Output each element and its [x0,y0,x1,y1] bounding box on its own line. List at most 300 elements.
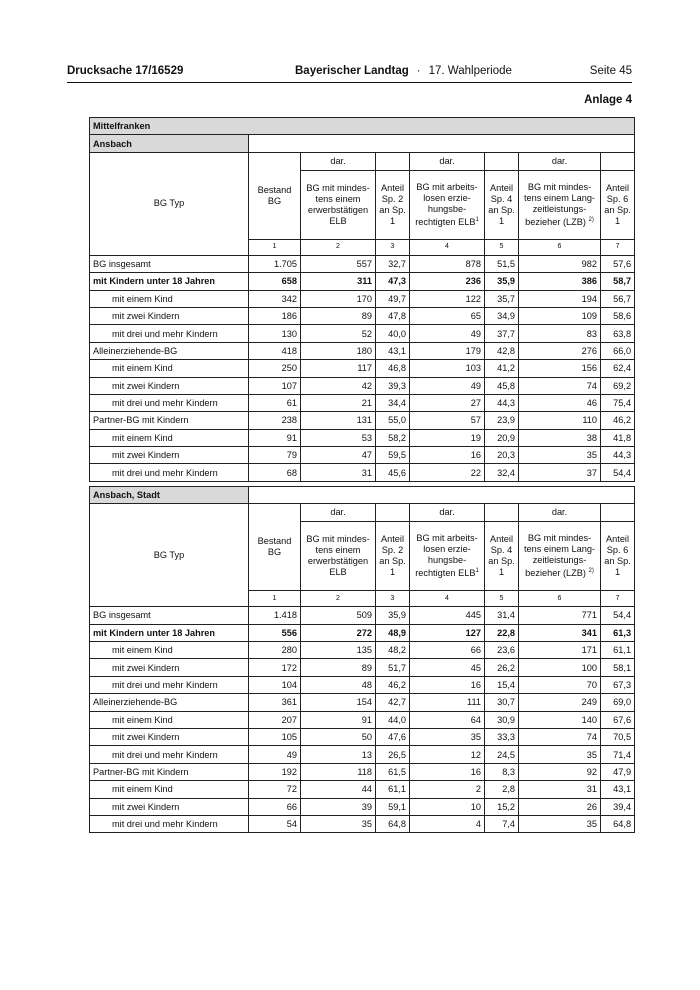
column-header-bg-typ: BG Typ [90,504,249,607]
value-cell: 51,5 [485,255,519,272]
dar-label: dar. [301,504,376,522]
table-row [90,694,635,711]
value-cell: 49 [249,746,301,763]
value-cell: 83 [519,325,601,342]
value-cell: 66 [249,798,301,815]
row-label: Partner-BG mit Kindern [90,412,249,429]
value-cell: 8,3 [485,763,519,780]
value-cell: 47,6 [376,728,410,745]
value-cell: 20,9 [485,429,519,446]
value-cell: 44,0 [376,711,410,728]
column-header-4-text: BG mit arbeits-losen erzie-hungsbe-rechtigten ELB [415,533,478,579]
value-cell: 21 [301,394,376,411]
value-cell: 46 [519,394,601,411]
row-label: mit einem Kind [90,429,249,446]
value-cell: 46,8 [376,360,410,377]
statistics-table [89,117,635,833]
value-cell: 70 [519,676,601,693]
column-header-3-text: Anteil Sp. 2 an Sp. 1 [379,182,406,226]
column-header-5-text: Anteil Sp. 4 an Sp. 1 [488,534,515,578]
row-label: Alleinerziehende-BG [90,694,249,711]
value-cell: 55,0 [376,412,410,429]
table-title: Mittelfranken [90,118,635,135]
dar-label: dar. [519,504,601,522]
value-cell: 42,7 [376,694,410,711]
value-cell: 4 [410,815,485,832]
table-row [90,798,635,815]
value-cell: 33,3 [485,728,519,745]
value-cell: 20,3 [485,447,519,464]
value-cell: 341 [519,624,601,641]
blank-cell [601,504,635,522]
value-cell: 54 [249,815,301,832]
value-cell: 61,3 [601,624,635,641]
column-number: 5 [485,239,519,255]
row-label: mit Kindern unter 18 Jahren [90,624,249,641]
value-cell: 62,4 [601,360,635,377]
page-number: Seite 45 [589,65,632,77]
value-cell: 2,8 [485,781,519,798]
value-cell: 236 [410,273,485,290]
table-row [90,676,635,693]
column-number: 4 [410,239,485,255]
column-header-bg-typ: BG Typ [90,152,249,255]
row-label: mit einem Kind [90,360,249,377]
value-cell: 658 [249,273,301,290]
table-row [90,342,635,359]
value-cell: 44,3 [485,394,519,411]
value-cell: 342 [249,290,301,307]
value-cell: 100 [519,659,601,676]
value-cell: 91 [249,429,301,446]
value-cell: 63,8 [601,325,635,342]
table-row [90,659,635,676]
value-cell: 66 [410,642,485,659]
value-cell: 40,0 [376,325,410,342]
row-label: mit drei und mehr Kindern [90,676,249,693]
dar-label: dar. [410,152,485,170]
value-cell: 41,2 [485,360,519,377]
region-header-row [90,135,635,152]
value-cell: 42,8 [485,342,519,359]
row-label: mit einem Kind [90,711,249,728]
value-cell: 59,1 [376,798,410,815]
value-cell: 22,8 [485,624,519,641]
value-cell: 71,4 [601,746,635,763]
dar-row [90,152,635,170]
value-cell: 771 [519,607,601,624]
value-cell: 140 [519,711,601,728]
value-cell: 58,1 [601,659,635,676]
column-header-2-text: BG mit mindes-tens einem erwerbstätigen ELB [306,534,370,578]
column-header-7 [601,170,635,239]
value-cell: 39,3 [376,377,410,394]
region-name: Ansbach, Stadt [90,486,249,503]
value-cell: 135 [301,642,376,659]
column-header-3 [376,522,410,591]
value-cell: 180 [301,342,376,359]
column-header-5 [485,522,519,591]
value-cell: 156 [519,360,601,377]
value-cell: 35 [519,746,601,763]
value-cell: 45 [410,659,485,676]
value-cell: 238 [249,412,301,429]
table-row [90,255,635,272]
value-cell: 50 [301,728,376,745]
row-label: mit zwei Kindern [90,798,249,815]
value-cell: 16 [410,447,485,464]
column-number: 6 [519,591,601,607]
row-label: mit drei und mehr Kindern [90,394,249,411]
value-cell: 35 [301,815,376,832]
table-row [90,624,635,641]
value-cell: 179 [410,342,485,359]
row-label: mit zwei Kindern [90,447,249,464]
value-cell: 57 [410,412,485,429]
column-header-6 [519,170,601,239]
value-cell: 31 [519,781,601,798]
table-row [90,781,635,798]
value-cell: 15,2 [485,798,519,815]
table-row [90,377,635,394]
row-label: mit zwei Kindern [90,377,249,394]
value-cell: 42 [301,377,376,394]
value-cell: 361 [249,694,301,711]
value-cell: 130 [249,325,301,342]
table-row [90,815,635,832]
dar-label: dar. [519,152,601,170]
dar-row [90,504,635,522]
value-cell: 16 [410,676,485,693]
column-header-6 [519,522,601,591]
value-cell: 186 [249,307,301,324]
value-cell: 311 [301,273,376,290]
blank-cell [601,152,635,170]
table-row [90,746,635,763]
row-label: mit zwei Kindern [90,307,249,324]
value-cell: 52 [301,325,376,342]
value-cell: 89 [301,659,376,676]
value-cell: 250 [249,360,301,377]
value-cell: 37 [519,464,601,481]
value-cell: 64,8 [601,815,635,832]
table-row [90,447,635,464]
value-cell: 26,5 [376,746,410,763]
column-header-3 [376,170,410,239]
value-cell: 109 [519,307,601,324]
row-label: BG insgesamt [90,607,249,624]
footnote-mark: 2) [588,216,594,223]
value-cell: 49 [410,325,485,342]
footnote-mark: 1 [475,216,479,223]
blank-cell [485,152,519,170]
column-header-3-text: Anteil Sp. 2 an Sp. 1 [379,534,406,578]
value-cell: 49,7 [376,290,410,307]
column-header-7-text: Anteil Sp. 6 an Sp. 1 [604,534,631,578]
value-cell: 122 [410,290,485,307]
value-cell: 70,5 [601,728,635,745]
row-label: Partner-BG mit Kindern [90,763,249,780]
value-cell: 43,1 [376,342,410,359]
value-cell: 32,7 [376,255,410,272]
column-header-4 [410,522,485,591]
column-header-2 [301,522,376,591]
value-cell: 105 [249,728,301,745]
value-cell: 35,9 [485,273,519,290]
value-cell: 51,7 [376,659,410,676]
value-cell: 7,4 [485,815,519,832]
value-cell: 103 [410,360,485,377]
value-cell: 1.705 [249,255,301,272]
table-row [90,429,635,446]
value-cell: 38 [519,429,601,446]
value-cell: 27 [410,394,485,411]
value-cell: 16 [410,763,485,780]
value-cell: 982 [519,255,601,272]
value-cell: 171 [519,642,601,659]
column-header-7-text: Anteil Sp. 6 an Sp. 1 [604,182,631,226]
column-number: 7 [601,239,635,255]
value-cell: 72 [249,781,301,798]
value-cell: 58,7 [601,273,635,290]
column-header-bestand: Bestand BG [249,152,301,239]
column-header-4 [410,170,485,239]
table-row [90,412,635,429]
value-cell: 34,9 [485,307,519,324]
value-cell: 878 [410,255,485,272]
value-cell: 509 [301,607,376,624]
value-cell: 91 [301,711,376,728]
document-number: Drucksache 17/16529 [67,65,184,77]
parliament-name [295,65,512,77]
value-cell: 192 [249,763,301,780]
column-number: 2 [301,239,376,255]
column-number: 4 [410,591,485,607]
value-cell: 61,1 [376,781,410,798]
value-cell: 61 [249,394,301,411]
value-cell: 1.418 [249,607,301,624]
value-cell: 89 [301,307,376,324]
row-label: BG insgesamt [90,255,249,272]
footnote-mark: 1 [475,568,479,575]
column-number: 3 [376,239,410,255]
value-cell: 48,9 [376,624,410,641]
value-cell: 35 [519,447,601,464]
row-label: mit einem Kind [90,642,249,659]
value-cell: 30,9 [485,711,519,728]
value-cell: 194 [519,290,601,307]
table-title-row [90,118,635,135]
legislative-period: 17. Wahlperiode [428,65,512,77]
value-cell: 92 [519,763,601,780]
value-cell: 26,2 [485,659,519,676]
value-cell: 154 [301,694,376,711]
column-header-4-text: BG mit arbeits-losen erzie-hungsbe-rechtigten ELB [415,181,478,227]
value-cell: 34,4 [376,394,410,411]
table-row [90,273,635,290]
value-cell: 111 [410,694,485,711]
value-cell: 131 [301,412,376,429]
value-cell: 2 [410,781,485,798]
value-cell: 12 [410,746,485,763]
column-header-6-text: BG mit mindes-tens einem Lang-zeitleistungs-bezieher (LZB) [524,181,595,227]
value-cell: 35,7 [485,290,519,307]
value-cell: 47,8 [376,307,410,324]
value-cell: 46,2 [601,412,635,429]
value-cell: 127 [410,624,485,641]
value-cell: 22 [410,464,485,481]
column-number: 2 [301,591,376,607]
value-cell: 19 [410,429,485,446]
value-cell: 207 [249,711,301,728]
table-row [90,290,635,307]
table-row [90,464,635,481]
value-cell: 56,7 [601,290,635,307]
value-cell: 69,0 [601,694,635,711]
dar-label: dar. [410,504,485,522]
column-number: 1 [249,239,301,255]
header-separator: · [416,65,421,77]
value-cell: 61,1 [601,642,635,659]
value-cell: 58,6 [601,307,635,324]
column-number: 7 [601,591,635,607]
value-cell: 556 [249,624,301,641]
value-cell: 47,9 [601,763,635,780]
value-cell: 104 [249,676,301,693]
value-cell: 41,8 [601,429,635,446]
value-cell: 249 [519,694,601,711]
value-cell: 118 [301,763,376,780]
value-cell: 45,6 [376,464,410,481]
value-cell: 445 [410,607,485,624]
table-row [90,607,635,624]
value-cell: 44,3 [601,447,635,464]
value-cell: 69,2 [601,377,635,394]
table-row [90,325,635,342]
row-label: mit Kindern unter 18 Jahren [90,273,249,290]
column-number: 6 [519,239,601,255]
value-cell: 47,3 [376,273,410,290]
value-cell: 57,6 [601,255,635,272]
value-cell: 39 [301,798,376,815]
value-cell: 117 [301,360,376,377]
value-cell: 48 [301,676,376,693]
value-cell: 44 [301,781,376,798]
value-cell: 26 [519,798,601,815]
value-cell: 47 [301,447,376,464]
row-label: Alleinerziehende-BG [90,342,249,359]
table-row [90,642,635,659]
value-cell: 31,4 [485,607,519,624]
column-header-bestand: Bestand BG [249,504,301,591]
value-cell: 37,7 [485,325,519,342]
value-cell: 39,4 [601,798,635,815]
value-cell: 61,5 [376,763,410,780]
value-cell: 24,5 [485,746,519,763]
value-cell: 172 [249,659,301,676]
column-header-2-text: BG mit mindes-tens einem erwerbstätigen ELB [306,182,370,226]
value-cell: 23,6 [485,642,519,659]
value-cell: 35 [410,728,485,745]
value-cell: 418 [249,342,301,359]
row-label: mit drei und mehr Kindern [90,815,249,832]
table-row [90,763,635,780]
column-header-6-text: BG mit mindes-tens einem Lang-zeitleistungs-bezieher (LZB) [524,533,595,579]
region-blank-cell [249,135,635,152]
value-cell: 30,7 [485,694,519,711]
region-header-row [90,486,635,503]
value-cell: 32,4 [485,464,519,481]
table-row [90,307,635,324]
column-header-2 [301,170,376,239]
value-cell: 65 [410,307,485,324]
row-label: mit zwei Kindern [90,728,249,745]
column-header-5 [485,170,519,239]
table-row [90,728,635,745]
value-cell: 557 [301,255,376,272]
appendix-label: Anlage 4 [584,94,632,106]
row-label: mit einem Kind [90,290,249,307]
row-label: mit drei und mehr Kindern [90,325,249,342]
value-cell: 74 [519,377,601,394]
value-cell: 110 [519,412,601,429]
value-cell: 45,8 [485,377,519,394]
value-cell: 276 [519,342,601,359]
value-cell: 64,8 [376,815,410,832]
parliament-title: Bayerischer Landtag [295,65,409,77]
blank-cell [485,504,519,522]
row-label: mit drei und mehr Kindern [90,464,249,481]
value-cell: 68 [249,464,301,481]
value-cell: 280 [249,642,301,659]
region-name: Ansbach [90,135,249,152]
region-blank-cell [249,486,635,503]
value-cell: 23,9 [485,412,519,429]
value-cell: 75,4 [601,394,635,411]
value-cell: 272 [301,624,376,641]
table-row [90,360,635,377]
column-header-5-text: Anteil Sp. 4 an Sp. 1 [488,182,515,226]
value-cell: 79 [249,447,301,464]
footnote-mark: 2) [588,568,594,575]
value-cell: 58,2 [376,429,410,446]
value-cell: 53 [301,429,376,446]
dar-label: dar. [301,152,376,170]
value-cell: 107 [249,377,301,394]
column-header-7 [601,522,635,591]
row-label: mit einem Kind [90,781,249,798]
value-cell: 10 [410,798,485,815]
blank-cell [376,504,410,522]
value-cell: 43,1 [601,781,635,798]
value-cell: 46,2 [376,676,410,693]
value-cell: 31 [301,464,376,481]
column-number: 1 [249,591,301,607]
blank-cell [376,152,410,170]
value-cell: 74 [519,728,601,745]
value-cell: 386 [519,273,601,290]
value-cell: 49 [410,377,485,394]
value-cell: 67,3 [601,676,635,693]
value-cell: 66,0 [601,342,635,359]
table-row [90,394,635,411]
row-label: mit zwei Kindern [90,659,249,676]
value-cell: 15,4 [485,676,519,693]
value-cell: 35 [519,815,601,832]
value-cell: 13 [301,746,376,763]
value-cell: 64 [410,711,485,728]
value-cell: 54,4 [601,464,635,481]
